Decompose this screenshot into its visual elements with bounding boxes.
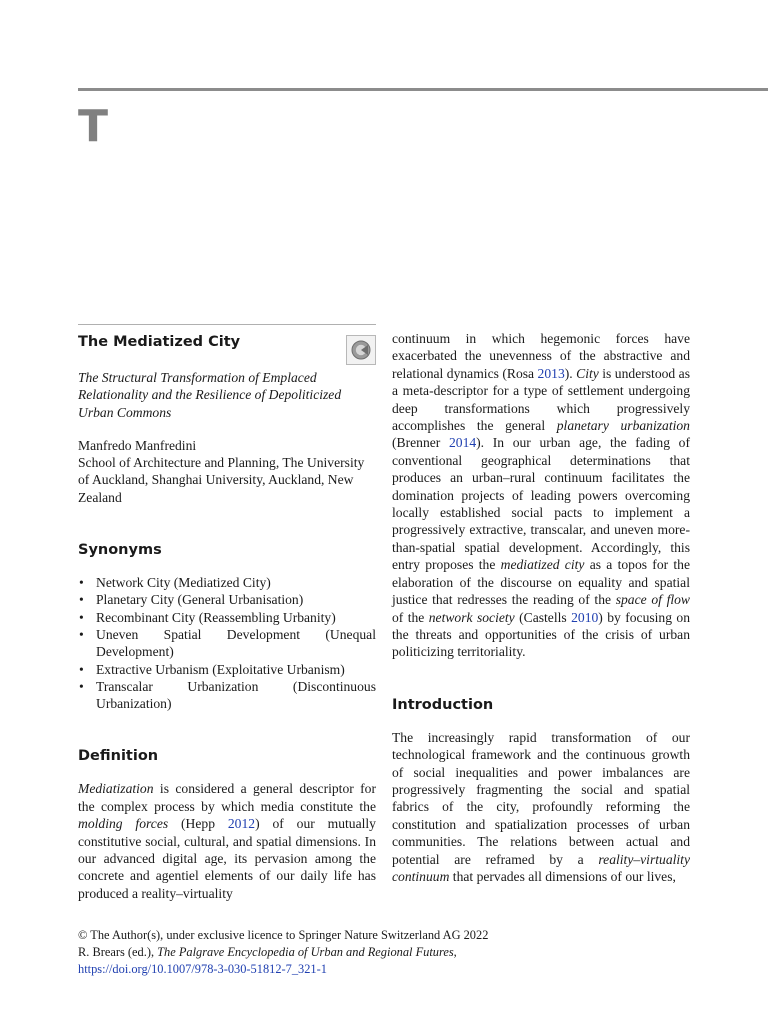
definition-text: ) of our mutually constitutive social, cultural, and spatial dimensions. In our advanced digital age, its pervasion among the concrete and agentiel elements of our daily life has produced a reality–virtuality [78,816,376,901]
definition-heading: Definition [78,748,159,765]
term-space-of-flow: space of flow [615,592,690,608]
definition-text: as a topos for the elaboration of the discourse on equality and spatial justice that redresses the reading of the [392,557,691,608]
term-molding-forces: molding forces [78,816,169,832]
definition-text: is understood as a meta-descriptor for a type of settlement undergoing deep transformations which progressively accomplishes the general [392,365,690,434]
title-rule [78,324,376,325]
synonyms-list [78,574,376,712]
citation-link-rosa-2013[interactable]: 2013 [537,365,565,381]
entry-title: The Mediatized City [78,334,241,350]
comma: , [453,945,457,959]
title-row [78,331,376,367]
definition-text: ) by focusing on the threats and opportunities of the crisis of urban politicizing territoriality. [392,609,691,660]
citation-link-brenner-2014[interactable]: 2014 [448,435,477,451]
term-planetary-urbanization: planetary urbanization [556,418,690,434]
entry-subtitle: The Structural Transformation of Emplaced Relationality and the Resilience of Depoliticized Urban Commons [78,370,342,420]
doi-link[interactable]: https://doi.org/10.1007/978-3-030-51812-7_321-1 [78,962,327,976]
book-title: The Palgrave Encyclopedia of Urban and Regional Futures [157,945,454,959]
definition-paragraph-start [78,780,376,902]
check-for-updates-icon[interactable] [346,335,376,365]
citation-link-castells-2010[interactable]: 2010 [571,609,599,625]
introduction-heading: Introduction [392,696,494,713]
term-city: City [576,365,599,381]
term-mediatized-city: mediatized city [500,557,585,573]
copyright-line: © The Author(s), under exclusive licence to Springer Nature Switzerland AG 2022 [78,928,489,942]
term-network-society: network society [428,609,515,625]
definition-text: of the [392,609,429,625]
introduction-paragraph [392,729,690,886]
top-rule [78,88,768,91]
list-item: • Extractive Urbanism (Exploitative Urbanism) [78,661,376,678]
citation-line [78,944,698,961]
definition-text: ). In our urban age, the fading of conventional geographical determinations that produces an urban–rural continuum facilitates the domination projects of leading powers overcoming locally established social pacts to implement a progressively extractive, transcalar, and uneven more-than-spatial spatial development. Accordingly, this entry proposes the [392,435,690,573]
definition-text: is considered a general descriptor for the complex process by which media constitute the [78,781,376,814]
editor-text: R. Brears (ed.), [78,945,158,959]
introduction-text: The increasingly rapid transformation of our technological framework and the continuous growth of social inequalities and power imbalances are progressively fragmenting the social and spatial fabrics of the city, profoundly reforming the constitution and spatialization processes of urban communities. The relations between actual and potential are reframed by a [392,729,690,867]
introduction-text: that pervades all dimensions of our lives, [449,868,676,884]
list-item: • Planetary City (General Urbanisation) [78,591,376,608]
page-footer [78,927,698,978]
definition-text: (Castells [514,609,572,625]
list-item: • Recombinant City (Reassembling Urbanity) [78,609,376,626]
synonyms-heading: Synonyms [78,542,162,559]
definition-paragraph-continued [392,330,690,661]
list-item: • Transcalar Urbanization (Discontinuous Urbanization) [78,678,376,713]
right-column [392,330,690,885]
list-item: • Network City (Mediatized City) [78,574,376,591]
citation-link-hepp-2012[interactable]: 2012 [227,816,256,832]
section-letter: T [78,101,109,152]
definition-text: ). [564,365,577,381]
definition-text: (Brenner [392,435,449,451]
definition-text: continuum in which hegemonic forces have exacerbated the unevenness of the abstractive and relational dynamics (Rosa [392,331,690,381]
term-mediatization: Mediatization [78,781,154,797]
definition-text: (Hepp [168,816,228,832]
left-column [78,324,376,902]
author-affiliation: School of Architecture and Planning, The University of Auckland, Shanghai University, Auckland, New Zealand [78,455,365,505]
term-reality-virtuality-continuum: reality–virtuality continuum [392,851,690,884]
badge-graphic [350,339,372,361]
author-name: Manfredo Manfredini [78,437,197,453]
list-item: • Uneven Spatial Development (Unequal Development) [78,626,376,661]
